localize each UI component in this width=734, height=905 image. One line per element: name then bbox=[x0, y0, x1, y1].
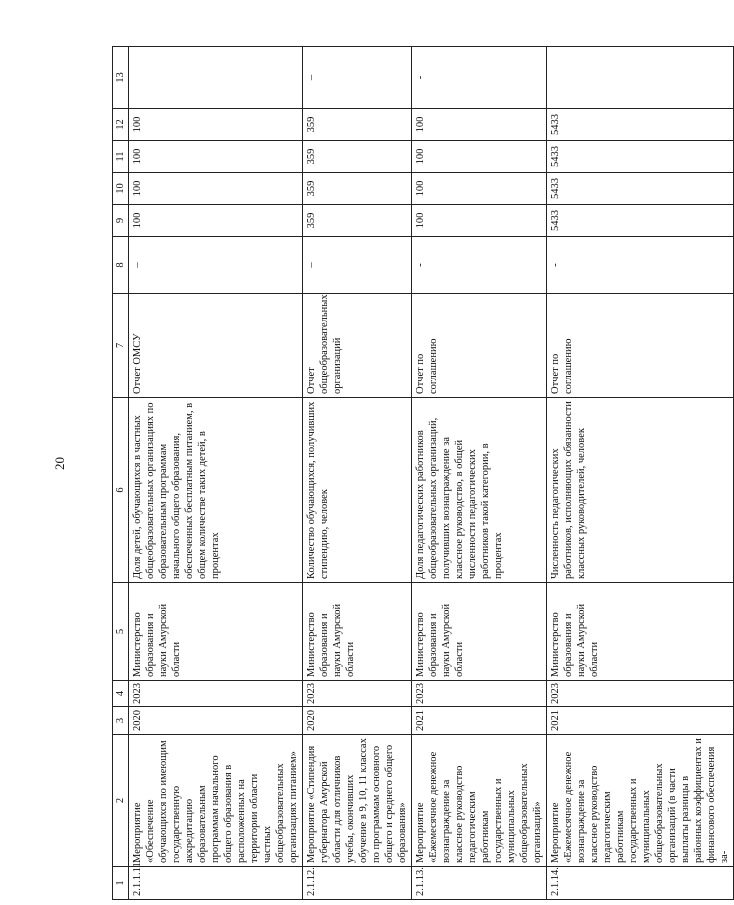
rotated-table-wrapper bbox=[112, 47, 730, 900]
value-col-8: – bbox=[129, 237, 303, 294]
measure-name: Мероприятие «Ежемесячное денежное вознаграждение за классное руководство педагогическим работникам государственных и муниципальных общеобразовательных организаций» bbox=[412, 735, 547, 867]
source: Отчет по соглашению bbox=[412, 294, 547, 398]
indicator: Численность педагогических работников, исполняющих обязанности классных руководителей, человек bbox=[547, 398, 734, 583]
value-col-10: 100 bbox=[129, 173, 303, 205]
page-number: 20 bbox=[52, 457, 67, 470]
value-col-13 bbox=[129, 47, 303, 109]
end-year: 2023 bbox=[129, 681, 303, 707]
source: Отчет по соглашению bbox=[547, 294, 734, 398]
value-col-9: 5433 bbox=[547, 205, 734, 237]
value-col-12: 359 bbox=[303, 109, 412, 141]
end-year: 2023 bbox=[547, 681, 734, 707]
col-header: 9 bbox=[113, 205, 129, 237]
header-row bbox=[113, 47, 129, 900]
value-col-13: – bbox=[303, 47, 412, 109]
source: Отчет общеобразовательных организаций bbox=[303, 294, 412, 398]
end-year: 2023 bbox=[303, 681, 412, 707]
measure-name: Мероприятие «Ежемесячное денежное вознаграждение за классное руководство педагогическим работникам государственных и муниципальных общеобразовательных организаций (в части выплаты разницы в районных коэффициентах и финансового обеспечения за- bbox=[547, 735, 734, 867]
table-row bbox=[547, 47, 734, 900]
executor: Министерство образования и науки Амурской области bbox=[303, 583, 412, 681]
value-col-11: 5433 bbox=[547, 141, 734, 173]
table-row bbox=[412, 47, 547, 900]
executor: Министерство образования и науки Амурской области bbox=[547, 583, 734, 681]
start-year: 2020 bbox=[129, 707, 303, 735]
col-header: 2 bbox=[113, 735, 129, 867]
executor: Министерство образования и науки Амурской области bbox=[129, 583, 303, 681]
indicator: Доля педагогических работников общеобразовательных организаций, получивших вознаграждение за классное руководство, в общей численности педагогических работников такой категории, в процентах bbox=[412, 398, 547, 583]
col-header: 5 bbox=[113, 583, 129, 681]
value-col-9: 100 bbox=[412, 205, 547, 237]
row-code: 2.1.1.11. bbox=[129, 867, 303, 900]
start-year: 2021 bbox=[547, 707, 734, 735]
table-row bbox=[129, 47, 303, 900]
col-header: 4 bbox=[113, 681, 129, 707]
value-col-10: 100 bbox=[412, 173, 547, 205]
row-code: 2.1.14. bbox=[547, 867, 734, 900]
value-col-12: 100 bbox=[412, 109, 547, 141]
row-code: 2.1.12. bbox=[303, 867, 412, 900]
col-header: 13 bbox=[113, 47, 129, 109]
value-col-8: - bbox=[412, 237, 547, 294]
col-header: 6 bbox=[113, 398, 129, 583]
indicator: Доля детей, обучающихся в частных общеобразовательных организациях по образовательным программам начального общего образования, обеспеченных бесплатным питанием, в общем количестве таких детей, в процентах bbox=[129, 398, 303, 583]
value-col-13: - bbox=[412, 47, 547, 109]
row-code: 2.1.13. bbox=[412, 867, 547, 900]
measure-name: Мероприятие «Стипендия губернатора Амурской области для отличников учебы, окончивших обучение в 9, 10, 11 классах по программам основного общего и среднего общего образования» bbox=[303, 735, 412, 867]
value-col-11: 359 bbox=[303, 141, 412, 173]
col-header: 11 bbox=[113, 141, 129, 173]
value-col-11: 100 bbox=[412, 141, 547, 173]
col-header: 12 bbox=[113, 109, 129, 141]
table-row bbox=[303, 47, 412, 900]
value-col-8: – bbox=[303, 237, 412, 294]
value-col-10: 5433 bbox=[547, 173, 734, 205]
value-col-8: - bbox=[547, 237, 734, 294]
measure-name: Мероприятие «Обеспечение обучающихся по имеющим государственную аккредитацию образовательным программам начального общего образования в расположенных на территории области частных общеобразовательных организациях питанием» bbox=[129, 735, 303, 867]
value-col-10: 359 bbox=[303, 173, 412, 205]
value-col-12: 100 bbox=[129, 109, 303, 141]
source: Отчет ОМСУ bbox=[129, 294, 303, 398]
start-year: 2020 bbox=[303, 707, 412, 735]
value-col-9: 100 bbox=[129, 205, 303, 237]
col-header: 8 bbox=[113, 237, 129, 294]
end-year: 2023 bbox=[412, 681, 547, 707]
col-header: 10 bbox=[113, 173, 129, 205]
measures-table bbox=[112, 46, 734, 900]
value-col-11: 100 bbox=[129, 141, 303, 173]
executor: Министерство образования и науки Амурской области bbox=[412, 583, 547, 681]
col-header: 7 bbox=[113, 294, 129, 398]
value-col-13 bbox=[547, 47, 734, 109]
col-header: 1 bbox=[113, 867, 129, 900]
value-col-9: 359 bbox=[303, 205, 412, 237]
col-header: 3 bbox=[113, 707, 129, 735]
start-year: 2021 bbox=[412, 707, 547, 735]
value-col-12: 5433 bbox=[547, 109, 734, 141]
indicator: Количество обучающихся, получивших стипендию, человек bbox=[303, 398, 412, 583]
